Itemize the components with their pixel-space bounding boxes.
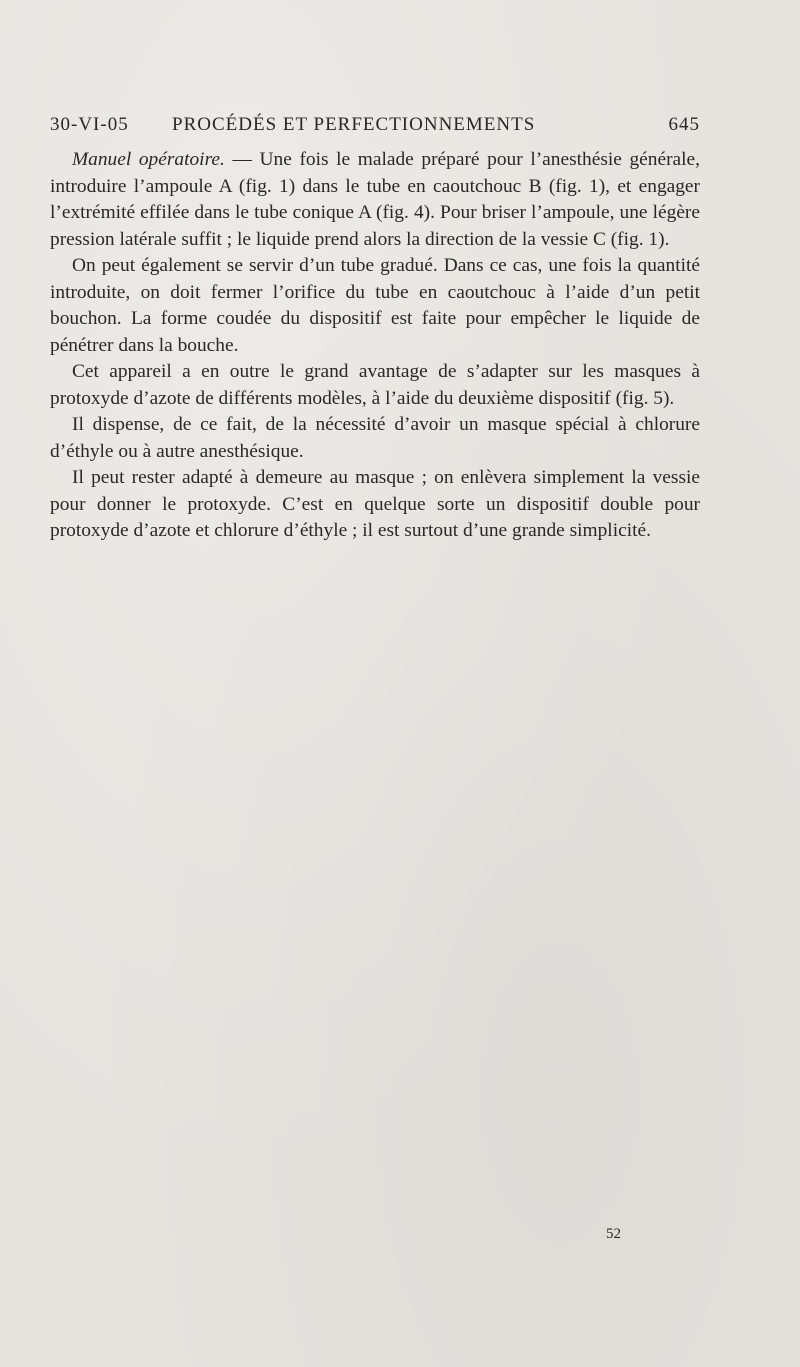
header-date: 30-VI-05 (50, 114, 129, 135)
running-header (50, 114, 700, 144)
paragraph-3: Cet appareil a en outre le grand avantage de s’adapter sur les masques à protoxyde d’azote de différents modèles, à l’aide du deuxième dispositif (fig. 5). (50, 361, 700, 409)
paragraph-1 (50, 147, 700, 253)
paragraph-4: Il dispense, de ce fait, de la nécessité d’avoir un masque spécial à chlorure d’éthyle ou à autre anesthésique. (50, 414, 700, 462)
header-running-title: PROCÉDÉS ET PERFECTIONNEMENTS (172, 114, 536, 135)
body-text (50, 147, 700, 545)
header-page-number: 645 (668, 114, 700, 135)
paragraph-1-text: — Une fois le malade préparé pour l’anesthésie générale, introduire l’ampoule A (fig. 1) dans le tube en caoutchouc B (fig. 1), et engager l’extrémité effilée dans le tube conique A (fig. 4). Pour briser l’ampoule, une légère pression latérale suffit ; le liquide prend alors la direction de la vessie C (fig. 1). (50, 149, 700, 250)
paragraph-2: On peut également se servir d’un tube gradué. Dans ce cas, une fois la quantité introduite, on doit fermer l’orifice du tube en caoutchouc à l’aide d’un petit bouchon. La forme coudée du dispositif est faite pour empêcher le liquide de pénétrer dans la bouche. (50, 255, 700, 356)
paragraph-1-lead: Manuel opératoire. (72, 149, 225, 170)
paragraph-5: Il peut rester adapté à demeure au masque ; on enlèvera simplement la vessie pour donner le protoxyde. C’est en quelque sorte un dispositif double pour protoxyde d’azote et chlorure d’éthyle ; il est surtout d’une grande simplicité. (50, 467, 700, 541)
signature-mark: 52 (606, 1226, 621, 1242)
